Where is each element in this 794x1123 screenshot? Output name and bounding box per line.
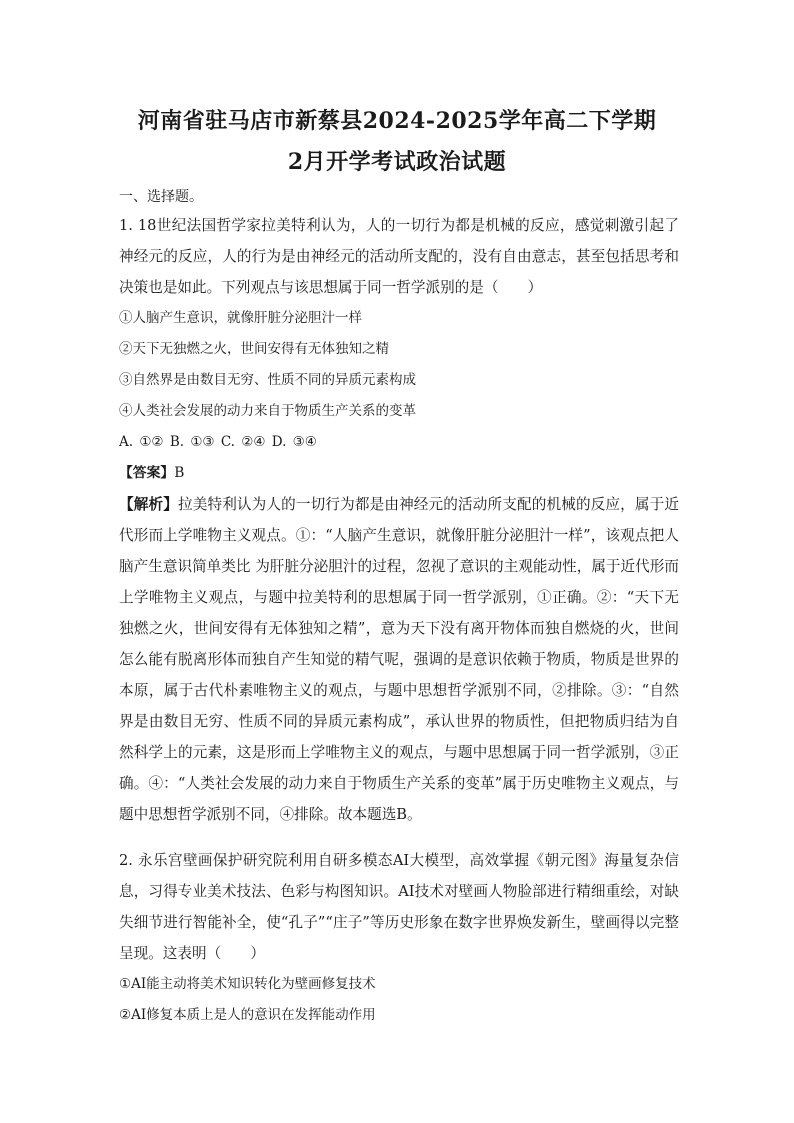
question-1-choices: A. ①② B. ①③ C. ②④ D. ③④ xyxy=(119,434,317,450)
question-1-analysis xyxy=(119,489,679,830)
answer-label: 【答案】 xyxy=(119,465,175,481)
analysis-label: 【解析】 xyxy=(119,496,178,513)
question-1-answer xyxy=(119,458,679,489)
answer-value: B xyxy=(174,465,185,481)
exam-title-line-2: 2月开学考试政治试题 xyxy=(287,149,507,175)
question-2-option-2: ②AI修复本质上是人的意识在发挥能动作用 xyxy=(119,1007,376,1023)
question-1-option-1: ①人脑产生意识，就像肝脏分泌胆汁一样 xyxy=(119,310,362,326)
section-heading: 一、选择题。 xyxy=(119,189,203,205)
question-2 xyxy=(119,845,679,1031)
analysis-text: 拉美特利认为人的一切行为都是由神经元的活动所支配的机械的反应，属于近代形而上学唯物主义观点。①：“人脑产生意识，就像肝脏分泌胆汁一样”，该观点把人脑产生意识简单类比 为肝脏分泌胆汁的过程，忽视了意识的主观能动性，属于近代形而上学唯物主义观点，与题中拉美特利的思想属于同一哲学派别，①正确。②：“天下无独燃之火，世间安得有无体独知之精”，意为天下没有离开物体而独自燃烧的火，世间怎么能有脱离形体而独自产生知觉的精气呢，强调的是意识依赖于物质，物质是世界的本原，属于古代朴素唯物主义的观点，与题中思想哲学派别不同，②排除。③：“自然界是由数目无穷、性质不同的异质元素构成”，承认世界的物质性，但把物质归结为自然科学上的元素，这是形而上学唯物主义的观点，与题中思想属于同一哲学派别，③正确。④：“人类社会发展的动力来自于物质生产关系的变革”属于历史唯物主义观点，与题中思想哲学派别不同，④排除。故本题选B。 xyxy=(119,496,679,823)
question-2-stem: 2. 永乐宫壁画保护研究院利用自研多模态AI大模型，高效掌握《朝元图》海量复杂信息，习得专业美术技法、色彩与构图知识。AI技术对壁画人物脸部进行精细重绘，对缺失细节进行智能补全，使“孔子”“庄子”等历史形象在数字世界焕发新生，壁画得以完整呈现。这表明（ ） xyxy=(119,852,679,962)
question-1-option-3: ③自然界是由数目无穷、性质不同的异质元素构成 xyxy=(119,372,416,388)
question-1 xyxy=(119,210,679,830)
question-1-option-4: ④人类社会发展的动力来自于物质生产关系的变革 xyxy=(119,403,416,419)
exam-title-line-1: 河南省驻马店市新蔡县2024-2025学年高二下学期 xyxy=(137,108,657,134)
question-1-option-2: ②天下无独燃之火，世间安得有无体独知之精 xyxy=(119,341,389,357)
question-1-stem: 1. 18世纪法国哲学家拉美特利认为，人的一切行为都是机械的反应，感觉刺激引起了神经元的反应，人的行为是由神经元的活动所支配的，没有自由意志，甚至包括思考和决策也是如此。下列观点与该思想属于同一哲学派别的是（ ） xyxy=(119,217,679,296)
question-2-option-1: ①AI能主动将美术知识转化为壁画修复技术 xyxy=(119,976,376,992)
